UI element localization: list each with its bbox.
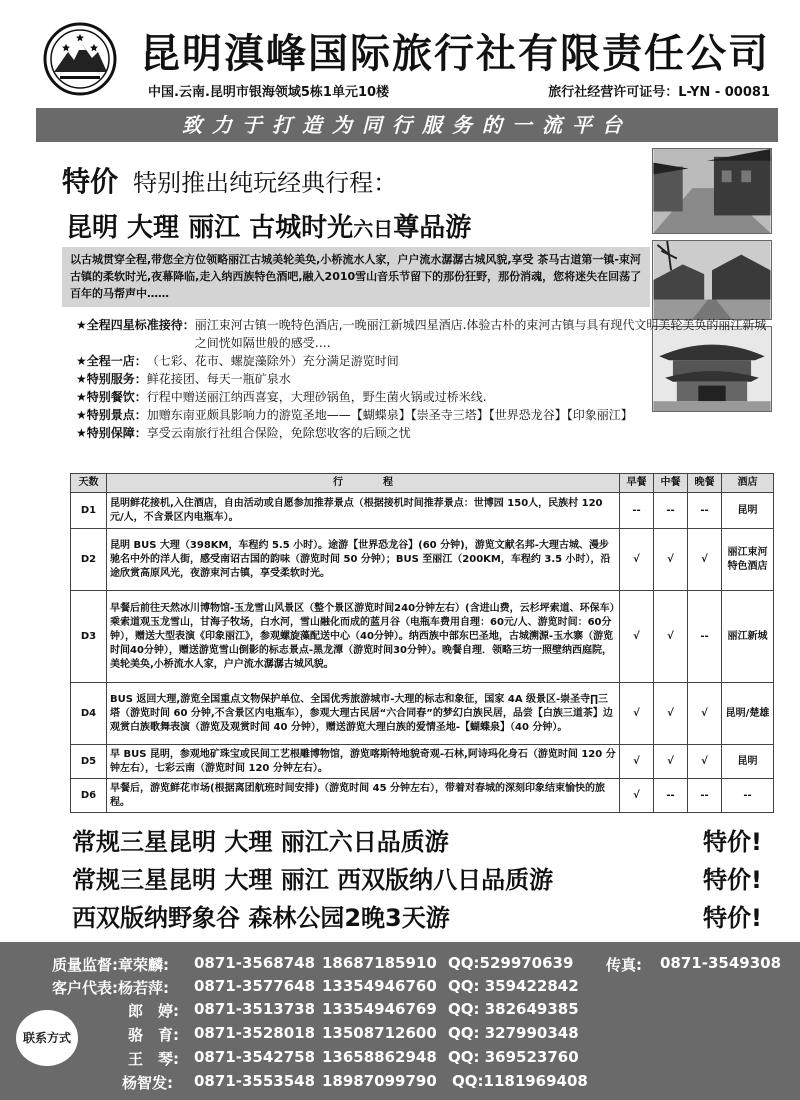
feature-list bbox=[76, 316, 776, 442]
dinner-cell: √ bbox=[688, 745, 722, 779]
dinner-cell: √ bbox=[688, 683, 722, 745]
product-list bbox=[72, 822, 762, 936]
contact-phone: 0871-3542758 bbox=[194, 1048, 316, 1066]
product-name: 西双版纳野象谷 森林公园2晚3天游 bbox=[72, 904, 450, 932]
contact-qq: QQ: 369523760 bbox=[448, 1048, 579, 1066]
old-town-street-photo bbox=[652, 148, 772, 234]
feature-item bbox=[76, 316, 776, 352]
feature-text: （七彩、花市、螺旋藻除外）充分满足游览时间 bbox=[146, 354, 399, 368]
col-header-itinerary: 行 程 bbox=[107, 474, 620, 493]
hotel-cell: 丽江新城 bbox=[722, 591, 774, 683]
fax-label: 传真: bbox=[606, 956, 642, 974]
feature-text: 享受云南旅行社组合保险，免除您收客的后顾之忧 bbox=[146, 426, 411, 440]
company-logo-icon bbox=[40, 22, 120, 96]
breakfast-cell: √ bbox=[620, 591, 654, 683]
breakfast-cell: √ bbox=[620, 745, 654, 779]
lunch-cell: √ bbox=[654, 683, 688, 745]
contact-name: 杨智发: bbox=[122, 1074, 173, 1092]
lunch-cell: -- bbox=[654, 779, 688, 813]
col-header-lunch: 中餐 bbox=[654, 474, 688, 493]
contact-name: 骆 育: bbox=[128, 1026, 179, 1044]
table-row bbox=[71, 779, 774, 813]
breakfast-cell: √ bbox=[620, 683, 654, 745]
hotel-cell: 昆明 bbox=[722, 493, 774, 529]
table-row bbox=[71, 591, 774, 683]
feature-text: 行程中赠送丽江纳西喜宴，大理砂锅鱼，野生菌火锅或过桥米线. bbox=[146, 390, 487, 404]
breakfast-cell: √ bbox=[620, 779, 654, 813]
contact-mobile: 13508712600 bbox=[322, 1024, 437, 1042]
contact-mobile: 18987099790 bbox=[322, 1072, 437, 1090]
feature-text: 加赠东南亚颇具影响力的游览圣地——【蝴蝶泉】【崇圣寺三塔】【世界恐龙谷】【印象丽江】 bbox=[146, 408, 633, 422]
contact-phone: 0871-3568748 bbox=[194, 954, 316, 972]
contact-phone: 0871-3577648 bbox=[194, 977, 316, 995]
itinerary-cell: 昆明鲜花接机,入住酒店，自由活动或自愿参加推荐景点（根据接机时间推荐景点：世博园 150人，民族村 120元/人，不含景区内电瓶车）。 bbox=[107, 493, 620, 529]
promo-line bbox=[62, 160, 397, 200]
contact-mobile: 13658862948 bbox=[322, 1048, 437, 1066]
product-price: 特价! bbox=[703, 828, 762, 856]
contact-name: 质量监督:章荣麟: bbox=[52, 956, 169, 974]
table-row bbox=[71, 493, 774, 529]
product-item bbox=[72, 860, 762, 898]
lunch-cell: -- bbox=[654, 493, 688, 529]
hotel-cell: 昆明/楚雄 bbox=[722, 683, 774, 745]
itinerary-cell: 早餐后，游览鲜花市场(根据离团航班时间安排)（游览时间 45 分钟左右），带着对春城的深刻印象结束愉快的旅程。 bbox=[107, 779, 620, 813]
headline-cities: 昆明 大理 丽江 bbox=[66, 213, 241, 243]
headline-theme: 古城时光 bbox=[249, 213, 354, 243]
company-address: 中国.云南.昆明市银海领域5栋1单元10楼 bbox=[148, 85, 390, 100]
contact-qq: QQ:1181969408 bbox=[452, 1072, 588, 1090]
itinerary-cell: 早 BUS 昆明，参观地矿珠宝或民间工艺根雕博物馆，游览喀斯特地貌奇观-石林,阿诗玛化身石（游览时间 120 分钟左右），七彩云南（游览时间 120 分钟左右）。 bbox=[107, 745, 620, 779]
hotel-cell: -- bbox=[722, 779, 774, 813]
hotel-cell: 昆明 bbox=[722, 745, 774, 779]
day-cell: D3 bbox=[71, 591, 107, 683]
product-price: 特价! bbox=[703, 866, 762, 894]
breakfast-cell: -- bbox=[620, 493, 654, 529]
feature-label: ★特别服务： bbox=[76, 372, 147, 386]
headline-title: 尊品游 bbox=[393, 213, 472, 243]
product-name: 常规三星昆明 大理 丽江 西双版纳八日品质游 bbox=[72, 866, 554, 894]
table-row bbox=[71, 745, 774, 779]
feature-text: 鲜花接团、每天一瓶矿泉水 bbox=[146, 372, 291, 386]
slogan-bar: 致力于打造为同行服务的一流平台 bbox=[36, 108, 778, 142]
header bbox=[0, 0, 800, 110]
contact-qq: QQ: 382649385 bbox=[448, 1000, 579, 1018]
feature-label: ★全程一店： bbox=[76, 354, 147, 368]
product-item bbox=[72, 898, 762, 936]
lunch-cell: √ bbox=[654, 529, 688, 591]
lunch-cell: √ bbox=[654, 591, 688, 683]
breakfast-cell: √ bbox=[620, 529, 654, 591]
contact-qq: QQ:529970639 bbox=[448, 954, 574, 972]
company-name: 昆明滇峰国际旅行社有限责任公司 bbox=[140, 31, 770, 77]
lunch-cell: √ bbox=[654, 745, 688, 779]
day-cell: D1 bbox=[71, 493, 107, 529]
hotel-cell: 丽江束河特色酒店 bbox=[722, 529, 774, 591]
col-header-day: 天数 bbox=[71, 474, 107, 493]
itinerary-cell: 昆明 BUS 大理（398KM，车程约 5.5 小时）。途游【世界恐龙谷】(60 分钟)，游览文献名邦-大理古城、漫步驰名中外的洋人街，感受南诏古国的韵味（游览时间 50 分钟）；BUS 至丽江（200KM，车程约 3.5 小时），沿途欣赏高原风光，夜游束河古镇，享受柔软时光。 bbox=[107, 529, 620, 591]
itinerary-table bbox=[70, 473, 774, 813]
dinner-cell: -- bbox=[688, 493, 722, 529]
feature-item bbox=[76, 388, 776, 406]
feature-item bbox=[76, 352, 776, 370]
contact-footer bbox=[0, 942, 800, 1100]
feature-text: 丽江束河古镇一晚特色酒店,一晚丽江新城四星酒店.体验古朴的束河古镇与具有现代文明美轮美奂的丽江新城之间恍如隔世般的感受…. bbox=[194, 318, 767, 350]
contact-mobile: 13354946760 bbox=[322, 977, 437, 995]
contact-name: 郎 婷: bbox=[128, 1002, 179, 1020]
contact-badge: 联系方式 bbox=[16, 1010, 78, 1066]
promo-lead: 特别推出纯玩经典行程： bbox=[133, 169, 398, 197]
headline-duration: 六日 bbox=[353, 217, 394, 241]
fax-number: 0871-3549308 bbox=[660, 954, 782, 972]
itinerary-cell: BUS 返回大理,游览全国重点文物保护单位、全国优秀旅游城市-大理的标志和象征，国家 4A 级景区-崇圣寺∏三塔（游览时间 60 分钟,不含景区内电瓶车），参观大理古民居“六合同春”的梦幻白族民居，品尝【白族三道茶】边观赏白族歌舞表演（游览及观赏时间 40 分钟），赠送游览大理白族的爱情圣地-【蝴蝶泉】（40 分钟）。 bbox=[107, 683, 620, 745]
day-cell: D2 bbox=[71, 529, 107, 591]
dinner-cell: -- bbox=[688, 779, 722, 813]
feature-item bbox=[76, 424, 776, 442]
feature-item bbox=[76, 370, 776, 388]
day-cell: D4 bbox=[71, 683, 107, 745]
col-header-breakfast: 早餐 bbox=[620, 474, 654, 493]
feature-label: ★特别景点： bbox=[76, 408, 147, 422]
product-item bbox=[72, 822, 762, 860]
contact-mobile: 18687185910 bbox=[322, 954, 437, 972]
col-header-hotel: 酒店 bbox=[722, 474, 774, 493]
contact-name: 客户代表:杨若萍: bbox=[52, 979, 169, 997]
feature-label: ★特别餐饮： bbox=[76, 390, 147, 404]
tour-intro: 以古城贯穿全程,带您全方位领略丽江古城美轮美奂,小桥流水人家，户户流水潺潺古城风貌,享受 茶马古道第一镇-束河古镇的柔软时光,夜幕降临,走入纳西族特色酒吧,融入2010雪山音乐节留下的那份狂野，那份消魂，您将迷失在回荡了百年的马帮声中…… bbox=[62, 247, 650, 307]
contact-mobile: 13354946769 bbox=[322, 1000, 437, 1018]
contact-phone: 0871-3528018 bbox=[194, 1024, 316, 1042]
product-name: 常规三星昆明 大理 丽江六日品质游 bbox=[72, 828, 449, 856]
itinerary-cell: 早餐后前往天然冰川博物馆-玉龙雪山风景区（整个景区游览时间240分钟左右）(含进山费，云杉坪索道、环保车）乘索道观玉龙雪山，甘海子牧场，白水河，雪山融化而成的蓝月谷（电瓶车费用自理：60元/人、游览时间：60分钟），赠送大型表演《印象丽江》，参观螺旋藻配送中心（40分钟）。纳西族中部东巴圣地，古城溯源-玉水寨（游览时间40分钟），赠送游览雪山倒影的标志景点-黑龙潭（游览时间30分钟）。晚餐自理．领略三坊一照壁纳西庭院，美轮美奂,小桥流水人家，户户流水潺潺古城风貌。 bbox=[107, 591, 620, 683]
contact-qq: QQ: 359422842 bbox=[448, 977, 579, 995]
old-town-square-photo bbox=[652, 240, 772, 320]
col-header-dinner: 晚餐 bbox=[688, 474, 722, 493]
special-price-tag: 特价 bbox=[62, 165, 119, 198]
license-number: 旅行社经营许可证号：L-YN - 00081 bbox=[548, 85, 770, 100]
dinner-cell: √ bbox=[688, 529, 722, 591]
feature-label: ★全程四星标准接待： bbox=[76, 318, 195, 332]
feature-item bbox=[76, 406, 776, 424]
product-price: 特价! bbox=[703, 904, 762, 932]
contact-phone: 0871-3513738 bbox=[194, 1000, 316, 1018]
contact-name: 王 琴: bbox=[128, 1050, 179, 1068]
tour-headline bbox=[66, 207, 471, 244]
feature-label: ★特别保障： bbox=[76, 426, 147, 440]
day-cell: D6 bbox=[71, 779, 107, 813]
table-row bbox=[71, 683, 774, 745]
table-header-row bbox=[71, 474, 774, 493]
table-row bbox=[71, 529, 774, 591]
day-cell: D5 bbox=[71, 745, 107, 779]
contact-qq: QQ: 327990348 bbox=[448, 1024, 579, 1042]
dinner-cell: -- bbox=[688, 591, 722, 683]
contact-phone: 0871-3553548 bbox=[194, 1072, 316, 1090]
